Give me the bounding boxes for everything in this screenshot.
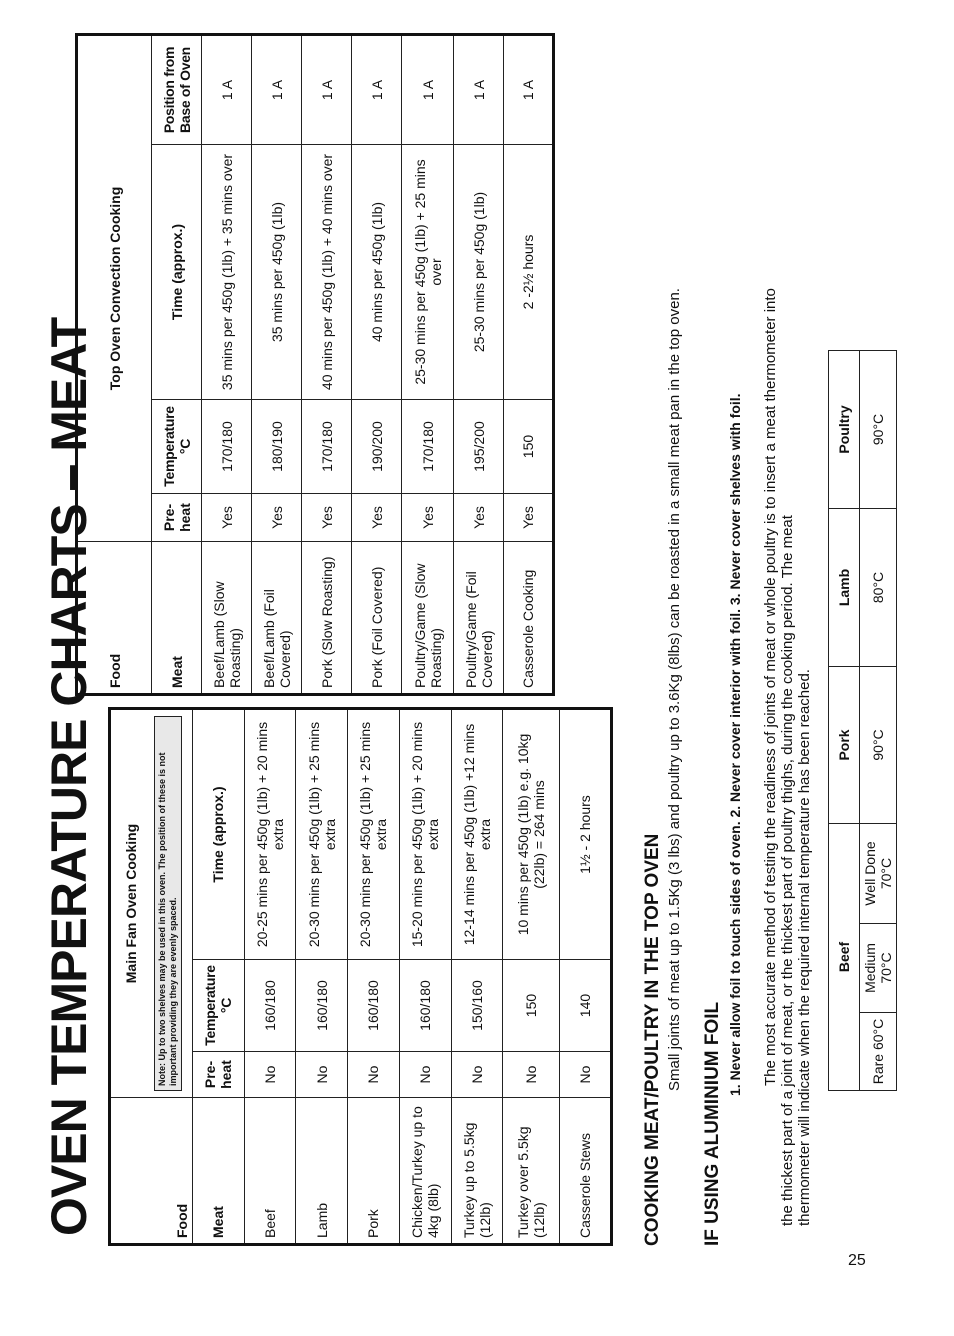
preheat-cell: No — [560, 1052, 612, 1098]
thermometer-text-2: the thickest part of a joint of meat, or the thickest part of poultry thighs, during the cooking period. The meat — [779, 515, 796, 1226]
foil-rules: 1. Never allow foil to touch sides of oven. 2. Never cover interior with foil. 3. Never cover shelves with foil. — [727, 393, 743, 1096]
temp-cell: 160/180 — [296, 960, 348, 1052]
preheat-cell: No — [503, 1052, 560, 1098]
thermometer-text-1: The most accurate method of testing the readiness of joints of meat or whole poultry is to insert a meat thermometer into — [762, 288, 779, 1086]
time-cell: 20-25 mins per 450g (1lb) + 20 mins extra — [244, 709, 296, 960]
position-cell: 1 A — [352, 34, 402, 144]
preheat-cell: No — [244, 1052, 296, 1098]
col-meat: Meat — [152, 542, 202, 695]
preheat-cell: Yes — [202, 494, 252, 542]
pork-temp: 90°C — [860, 666, 897, 823]
meat-cell: Beef — [244, 1098, 296, 1245]
temp-cell: 150 — [504, 400, 554, 494]
time-cell: 25-30 mins per 450g (1lb) + 25 mins over — [402, 145, 454, 400]
time-cell: 40 mins per 450g (1lb) + 40 mins over — [302, 145, 352, 400]
meat-cell: Poultry/Game (Slow Roasting) — [402, 542, 454, 695]
col-preheat: Pre-heat — [192, 1052, 244, 1098]
poultry-temp: 90°C — [860, 350, 897, 508]
col-time: Time (approx.) — [152, 145, 202, 400]
temp-cell: 170/180 — [302, 400, 352, 494]
meat-cell: Casserole Stews — [560, 1098, 612, 1245]
meat-cell: Chicken/Turkey up to 4kg (8lb) — [399, 1098, 451, 1245]
page-title: OVEN TEMPERATURE CHARTS – MEAT — [41, 317, 97, 1236]
time-cell: 20-30 mins per 450g (1lb) + 25 mins extra — [348, 709, 400, 960]
time-cell: 2 -2½ hours — [504, 145, 554, 400]
temp-cell: 180/190 — [252, 400, 302, 494]
table-row — [560, 709, 612, 1245]
section-header: Main Fan Oven Cooking — [110, 709, 151, 1098]
position-cell: 1 A — [402, 34, 454, 144]
table-row — [252, 34, 302, 694]
preheat-cell: No — [348, 1052, 400, 1098]
col-meat: Meat — [192, 1098, 244, 1245]
beef-well-done: Well Done 70°C — [860, 823, 897, 923]
preheat-cell: No — [296, 1052, 348, 1098]
time-cell: 20-30 mins per 450g (1lb) + 25 mins extra — [296, 709, 348, 960]
table-row — [296, 709, 348, 1245]
shelf-note: Note: Up to two shelves may be used in this oven. The position of these is not important providing they are evenly spaced. — [154, 716, 182, 1091]
table-row — [352, 34, 402, 694]
preheat-cell: No — [451, 1052, 503, 1098]
meat-cell: Poultry/Game (Foil Covered) — [454, 542, 504, 695]
meat-cell: Beef/Lamb (Slow Roasting) — [202, 542, 252, 695]
beef-rare: Rare 60°C — [860, 1013, 897, 1091]
col-preheat: Pre-heat — [152, 494, 202, 542]
temp-cell: 160/180 — [399, 960, 451, 1052]
temp-cell: 160/180 — [244, 960, 296, 1052]
pork-header: Pork — [829, 666, 860, 823]
position-cell: 1 A — [252, 34, 302, 144]
temp-cell: 140 — [560, 960, 612, 1052]
preheat-cell: No — [399, 1052, 451, 1098]
meat-cell: Lamb — [296, 1098, 348, 1245]
top-oven-text: Small joints of meat up to 1.5Kg (3 lbs) and poultry up to 3.6Kg (8lbs) can be roasted in a small meat pan in the top oven. — [666, 288, 683, 1091]
position-cell: 1 A — [302, 34, 352, 144]
time-cell: 15-20 mins per 450g (1lb) + 20 mins extra — [399, 709, 451, 960]
main-fan-oven-table — [108, 707, 613, 1246]
lamb-temp: 80°C — [860, 508, 897, 666]
internal-temperature-table — [828, 350, 897, 1091]
time-cell: 40 mins per 450g (1lb) — [352, 145, 402, 400]
table-row — [504, 34, 554, 694]
table-row — [454, 34, 504, 694]
top-oven-heading: COOKING MEAT/POULTRY IN THE TOP OVEN — [642, 833, 663, 1246]
poultry-header: Poultry — [829, 350, 860, 508]
temp-cell: 150 — [503, 960, 560, 1052]
food-header: Food — [110, 1098, 193, 1245]
table-row — [244, 709, 296, 1245]
table-row — [503, 709, 560, 1245]
position-cell: 1 A — [454, 34, 504, 144]
section-header: Top Oven Convection Cooking — [77, 34, 152, 541]
temp-cell: 170/180 — [402, 400, 454, 494]
time-cell: 35 mins per 450g (1lb) + 35 mins over — [202, 145, 252, 400]
beef-header: Beef — [829, 823, 860, 1090]
temp-cell: 190/200 — [352, 400, 402, 494]
meat-cell: Pork (Slow Roasting) — [302, 542, 352, 695]
position-cell: 1 A — [504, 34, 554, 144]
col-time: Time (approx.) — [192, 709, 244, 960]
table-row — [402, 34, 454, 694]
preheat-cell: Yes — [402, 494, 454, 542]
beef-medium: Medium 70°C — [860, 924, 897, 1013]
lamb-header: Lamb — [829, 508, 860, 666]
meat-cell: Casserole Cooking — [504, 542, 554, 695]
page-number: 25 — [848, 1252, 866, 1269]
table-row — [399, 709, 451, 1245]
table-row — [451, 709, 503, 1245]
table-row — [202, 34, 252, 694]
temp-cell: 160/180 — [348, 960, 400, 1052]
meat-cell: Turkey over 5.5kg (12lb) — [503, 1098, 560, 1245]
meat-cell: Turkey up to 5.5kg (12lb) — [451, 1098, 503, 1245]
preheat-cell: Yes — [352, 494, 402, 542]
meat-cell: Beef/Lamb (Foil Covered) — [252, 542, 302, 695]
preheat-cell: Yes — [252, 494, 302, 542]
time-cell: 12-14 mins per 450g (1lb) +12 mins extra — [451, 709, 503, 960]
foil-heading: IF USING ALUMINIUM FOIL — [702, 1001, 723, 1246]
col-temperature: Temperature °C — [192, 960, 244, 1052]
preheat-cell: Yes — [504, 494, 554, 542]
temp-cell: 170/180 — [202, 400, 252, 494]
preheat-cell: Yes — [302, 494, 352, 542]
time-cell: 25-30 mins per 450g (1lb) — [454, 145, 504, 400]
table-row — [302, 34, 352, 694]
time-cell: 35 mins per 450g (1lb) — [252, 145, 302, 400]
temp-cell: 150/160 — [451, 960, 503, 1052]
time-cell: 10 mins per 450g (1lb) e.g. 10kg (22lb) = 264 mins — [503, 709, 560, 960]
meat-cell: Pork (Foil Covered) — [352, 542, 402, 695]
preheat-cell: Yes — [454, 494, 504, 542]
food-header: Food — [77, 542, 152, 695]
position-cell: 1 A — [202, 34, 252, 144]
table-row — [348, 709, 400, 1245]
col-temperature: Temperature °C — [152, 400, 202, 494]
top-oven-table — [75, 33, 555, 696]
col-position: Position from Base of Oven — [152, 34, 202, 144]
time-cell: 1½ - 2 hours — [560, 709, 612, 960]
meat-cell: Pork — [348, 1098, 400, 1245]
temp-cell: 195/200 — [454, 400, 504, 494]
thermometer-text-3: thermometer will indicate when the required internal temperature has been reached. — [796, 669, 813, 1226]
